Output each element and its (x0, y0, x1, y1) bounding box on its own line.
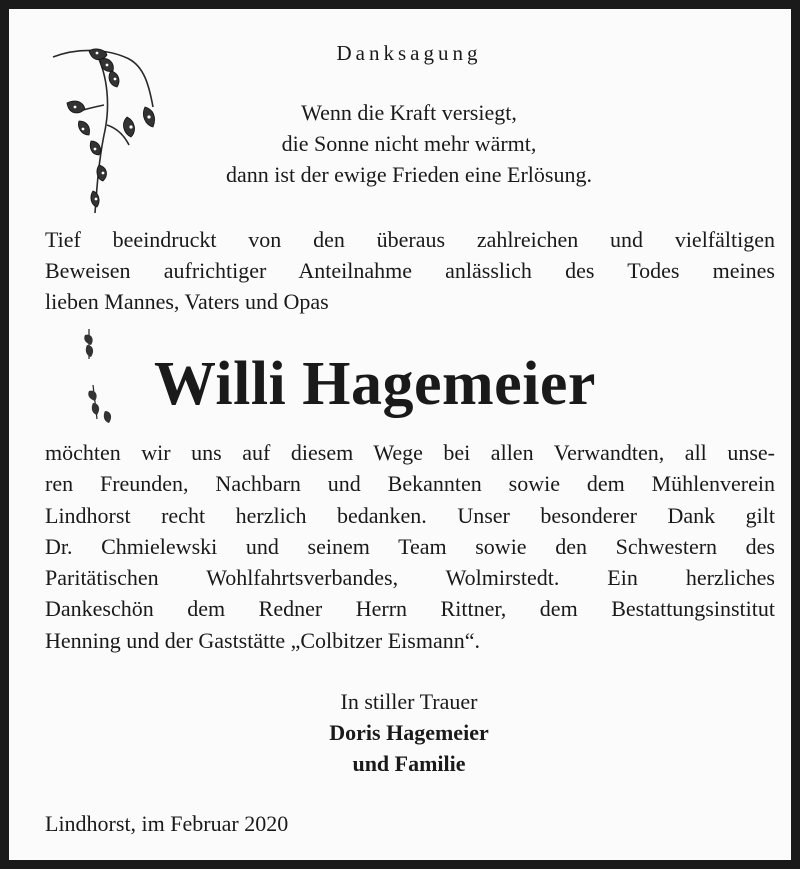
mourner-name: Doris Hagemeier (329, 720, 489, 745)
body-line: Dankeschön dem Redner Herrn Rittner, dem Bestattungsinstitut (45, 596, 775, 622)
poem (9, 97, 800, 190)
intro-line: Beweisen aufrichtiger Anteilnahme anlässlich des Todes meines (45, 258, 775, 283)
body-paragraph (45, 437, 775, 656)
intro-line: Tief beeindruckt von den überaus zahlreichen und vielfältigen (45, 227, 775, 252)
poem-line: die Sonne nicht mehr wärmt, (281, 131, 537, 156)
small-leaf-icon (79, 327, 101, 361)
notice-heading: Danksagung (336, 41, 482, 65)
body-line: möchten wir uns auf diesem Wege bei allen Verwandten, all unse- (45, 440, 775, 465)
body-line: Paritätischen Wohlfahrtsverbandes, Wolmirstedt. Ein herzliches (45, 565, 775, 591)
closing-line: In stiller Trauer (340, 689, 478, 714)
small-leaves-icon (85, 383, 119, 425)
intro-line: lieben Mannes, Vaters und Opas (45, 289, 329, 314)
body-line: Dr. Chmielewski und seinem Team sowie den Schwestern des (45, 533, 775, 559)
poem-line: dann ist der ewige Frieden eine Erlösung. (226, 162, 592, 187)
body-line: Henning und der Gaststätte „Colbitzer Eismann“. (45, 627, 480, 653)
deceased-name: Willi Hagemeier (154, 350, 596, 418)
place-date: Lindhorst, im Februar 2020 (45, 811, 289, 836)
closing-signature (9, 686, 800, 779)
poem-line: Wenn die Kraft versiegt, (301, 100, 517, 125)
intro-paragraph (45, 224, 775, 317)
body-line: Lindhorst recht herzlich bedanken. Unser besonderer Dank gilt (45, 502, 775, 528)
mourner-family: und Familie (352, 751, 466, 776)
body-line: ren Freunden, Nachbarn und Bekannten sowie dem Mühlenverein (45, 471, 775, 497)
